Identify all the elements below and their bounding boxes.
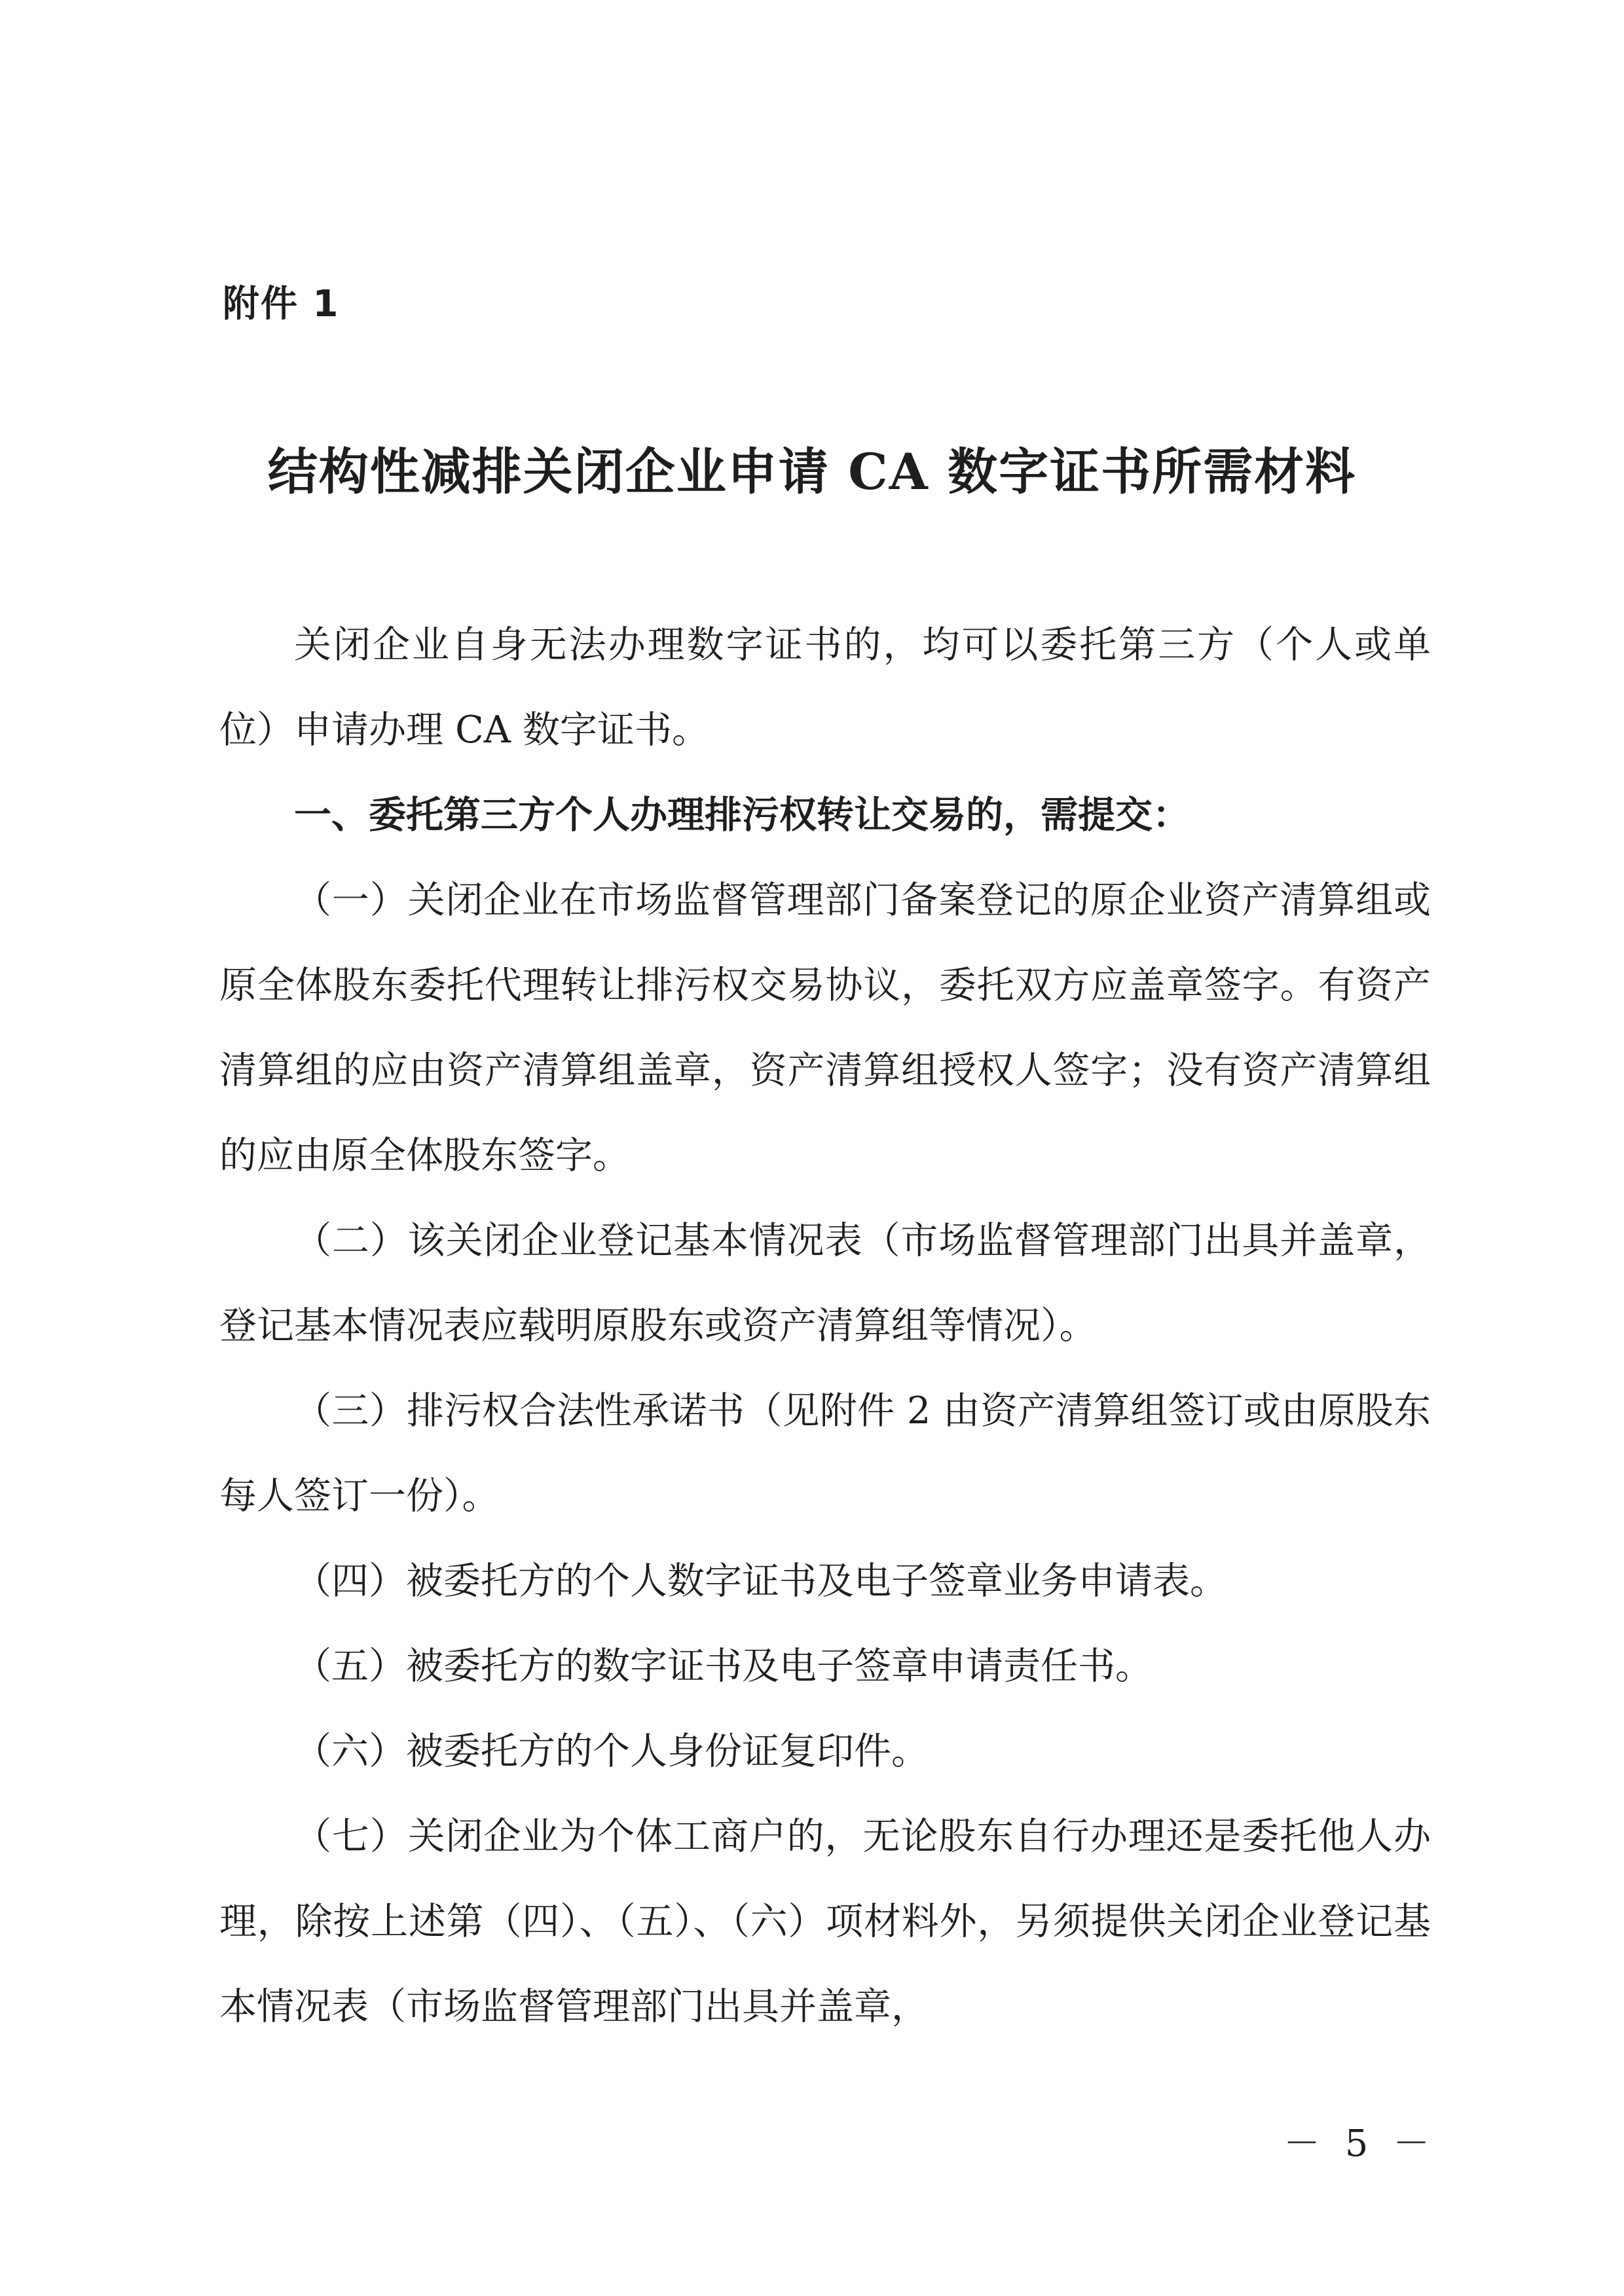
item-paragraph-3: （三）排污权合法性承诺书（见附件 2 由资产清算组签订或由原股东每人签订一份）。 <box>219 1389 1431 1518</box>
document-title: 结构性减排关闭企业申请 CA 数字证书所需材料 <box>267 443 1357 501</box>
item-paragraph-7: （七）关闭企业为个体工商户的，无论股东自行办理还是委托他人办理，除按上述第（四）、（五）、（六）项材料外，另须提供关闭企业登记基本情况表（市场监督管理部门出具并盖章， <box>219 1815 1431 2028</box>
document-body <box>219 602 1431 2049</box>
page-number: － 5 － <box>1283 2123 1437 2165</box>
item-paragraph-2: （二）该关闭企业登记基本情况表（市场监督管理部门出具并盖章，登记基本情况表应载明原股东或资产清算组等情况）。 <box>219 1219 1431 1347</box>
section-heading: 一、委托第三方个人办理排污权转让交易的，需提交： <box>294 793 1190 837</box>
item-paragraph-5: （五）被委托方的数字证书及电子签章申请责任书。 <box>294 1645 1153 1688</box>
item-paragraph-6: （六）被委托方的个人身份证复印件。 <box>294 1730 929 1773</box>
attachment-label: 附件 1 <box>223 283 340 325</box>
item-paragraph-1: （一）关闭企业在市场监督管理部门备案登记的原企业资产清算组或原全体股东委托代理转让排污权交易协议，委托双方应盖章签字。有资产清算组的应由资产清算组盖章，资产清算组授权人签字；没有资产清算组的应由原全体股东签字。 <box>219 879 1431 1177</box>
item-paragraph-4: （四）被委托方的个人数字证书及电子签章业务申请表。 <box>294 1559 1227 1603</box>
intro-paragraph: 关闭企业自身无法办理数字证书的，均可以委托第三方（个人或单位）申请办理 CA 数字证书。 <box>219 623 1431 752</box>
